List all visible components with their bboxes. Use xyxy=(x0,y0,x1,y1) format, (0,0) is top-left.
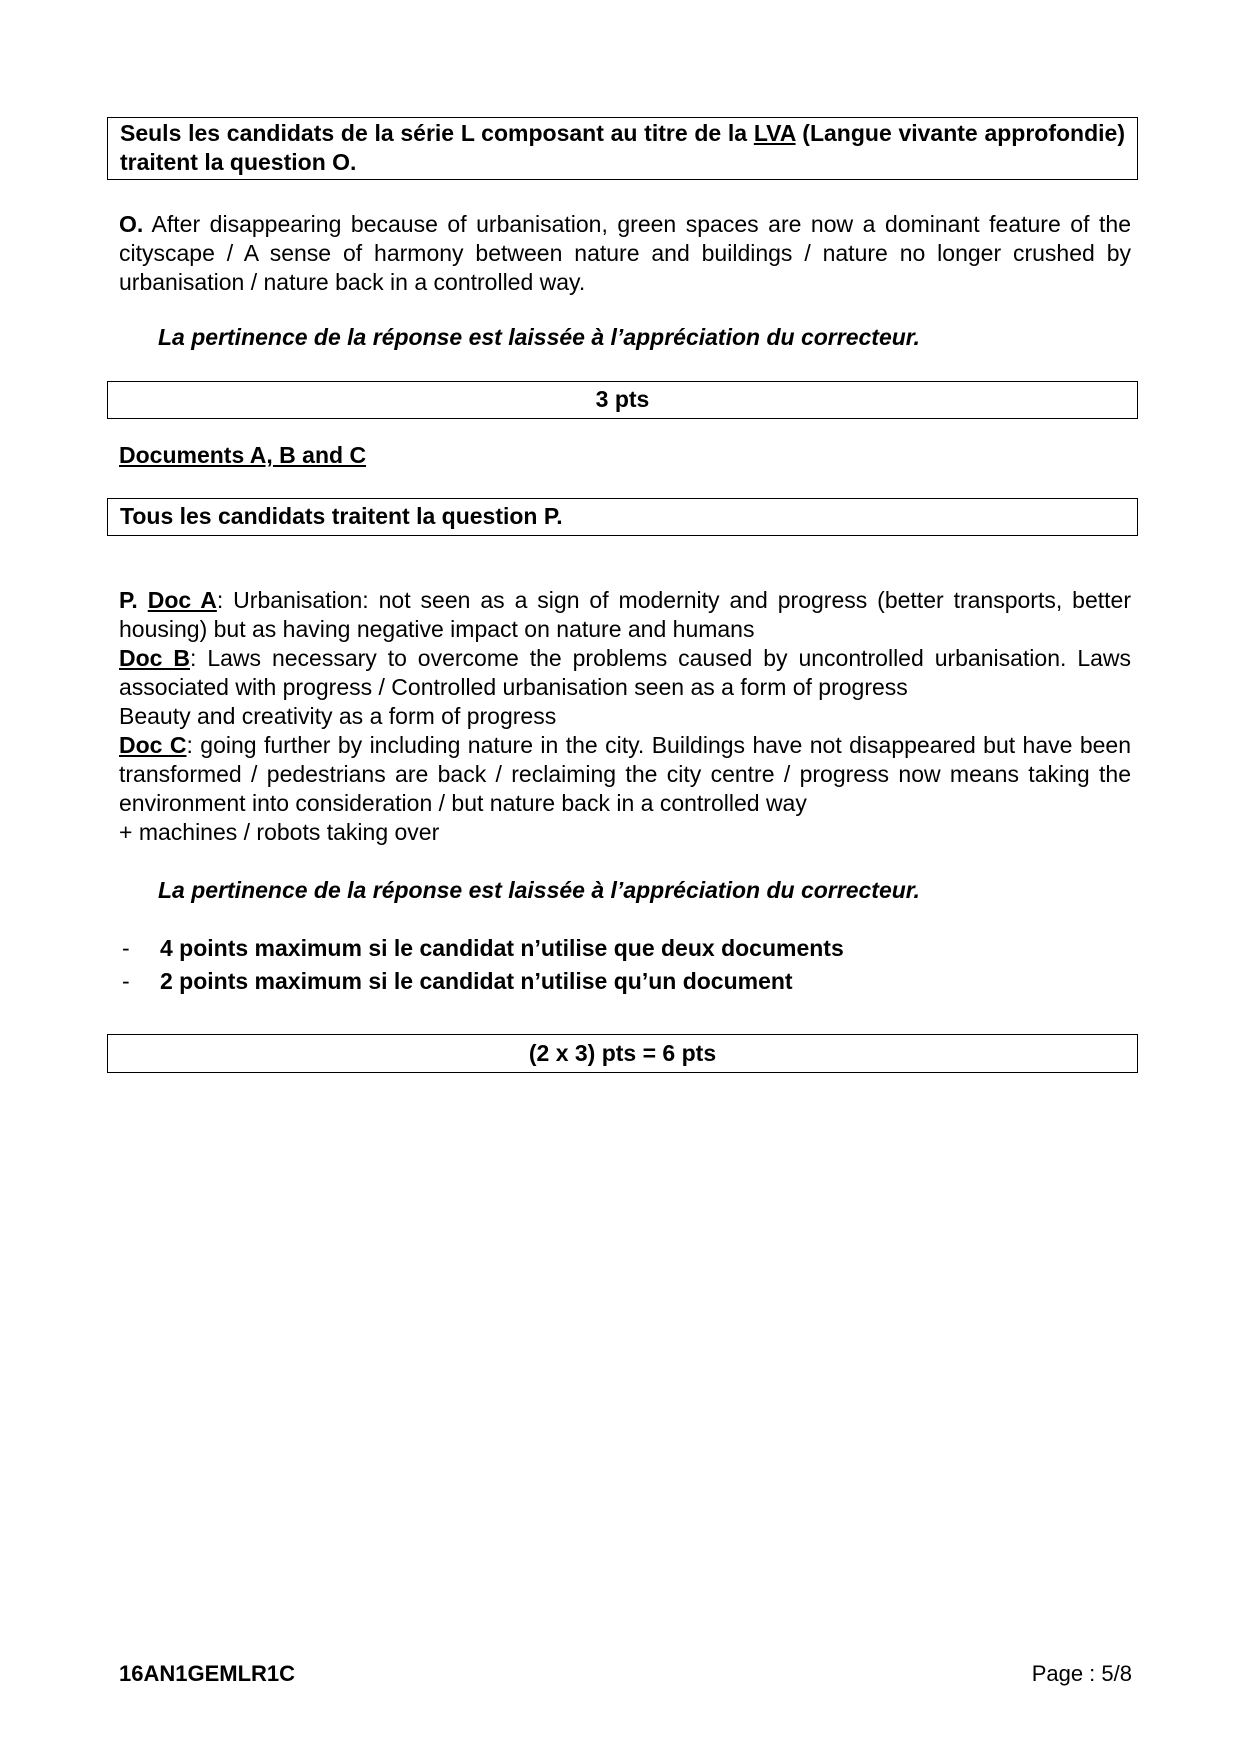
section-o-header-box xyxy=(107,117,1138,180)
machines-line: + machines / robots taking over xyxy=(119,819,440,845)
doc-c-text: : going further by including nature in the city. Buildings have not disappeared but have been transformed / pedestrians are back / reclaiming the city centre / progress now means taking the environment into consideration / but nature back in a controlled way xyxy=(119,732,1131,816)
points-p-text: (2 x 3) pts = 6 pts xyxy=(528,1040,717,1066)
correcteur-note-p: La pertinence de la réponse est laissée à l’appréciation du correcteur. xyxy=(158,877,920,903)
doc-b-label: Doc B xyxy=(119,645,190,671)
points-box-p xyxy=(107,1034,1138,1073)
section-o-header-text-b: (Langue vivante approfondie) traitent la question O. xyxy=(120,120,1125,175)
section-o-header-lva: LVA xyxy=(753,120,796,146)
answer-p-block xyxy=(119,586,1131,847)
bullet-dash: - xyxy=(122,935,130,961)
doc-c-label: Doc C xyxy=(119,732,187,758)
answer-o-paragraph xyxy=(119,210,1131,297)
section-o-header-text-a: Seuls les candidats de la série L composant au titre de la xyxy=(120,120,754,146)
doc-b-paragraph xyxy=(119,644,1131,702)
section-p-instruction-text: Tous les candidats traitent la question P. xyxy=(120,503,563,529)
bullet-item xyxy=(122,967,793,996)
doc-a-paragraph xyxy=(119,586,1131,644)
doc-b-extra: Beauty and creativity as a form of progress xyxy=(119,703,557,729)
correcteur-note-o: La pertinence de la réponse est laissée à l’appréciation du correcteur. xyxy=(158,324,920,350)
doc-a-text: : Urbanisation: not seen as a sign of modernity and progress (better transports, better housing) but as having negative impact on nature and humans xyxy=(119,587,1131,642)
footer-page-number: Page : 5/8 xyxy=(1031,1661,1132,1686)
bullet-dash: - xyxy=(122,968,130,994)
bullet-item xyxy=(122,934,844,963)
doc-c-paragraph xyxy=(119,731,1131,818)
answer-o-label: O. xyxy=(119,211,144,237)
footer-code: 16AN1GEMLR1C xyxy=(119,1661,296,1686)
doc-b-text: : Laws necessary to overcome the problems caused by uncontrolled urbanisation. Laws associated with progress / Controlled urbanisation seen as a form of progress xyxy=(119,645,1132,700)
bullet-text: 2 points maximum si le candidat n’utilise qu’un document xyxy=(160,968,793,994)
answer-p-label: P. xyxy=(119,587,138,613)
bullet-text: 4 points maximum si le candidat n’utilise que deux documents xyxy=(160,935,844,961)
section-p-instruction-box xyxy=(107,498,1138,536)
points-o-text: 3 pts xyxy=(595,386,650,412)
documents-heading: Documents A, B and C xyxy=(119,442,367,468)
answer-o-text: After disappearing because of urbanisation, green spaces are now a dominant feature of the cityscape / A sense of harmony between nature and buildings / nature no longer crushed by urbanisation / nature back in a controlled way. xyxy=(119,211,1131,295)
doc-a-label: Doc A xyxy=(147,587,217,613)
points-box-o xyxy=(107,381,1138,419)
